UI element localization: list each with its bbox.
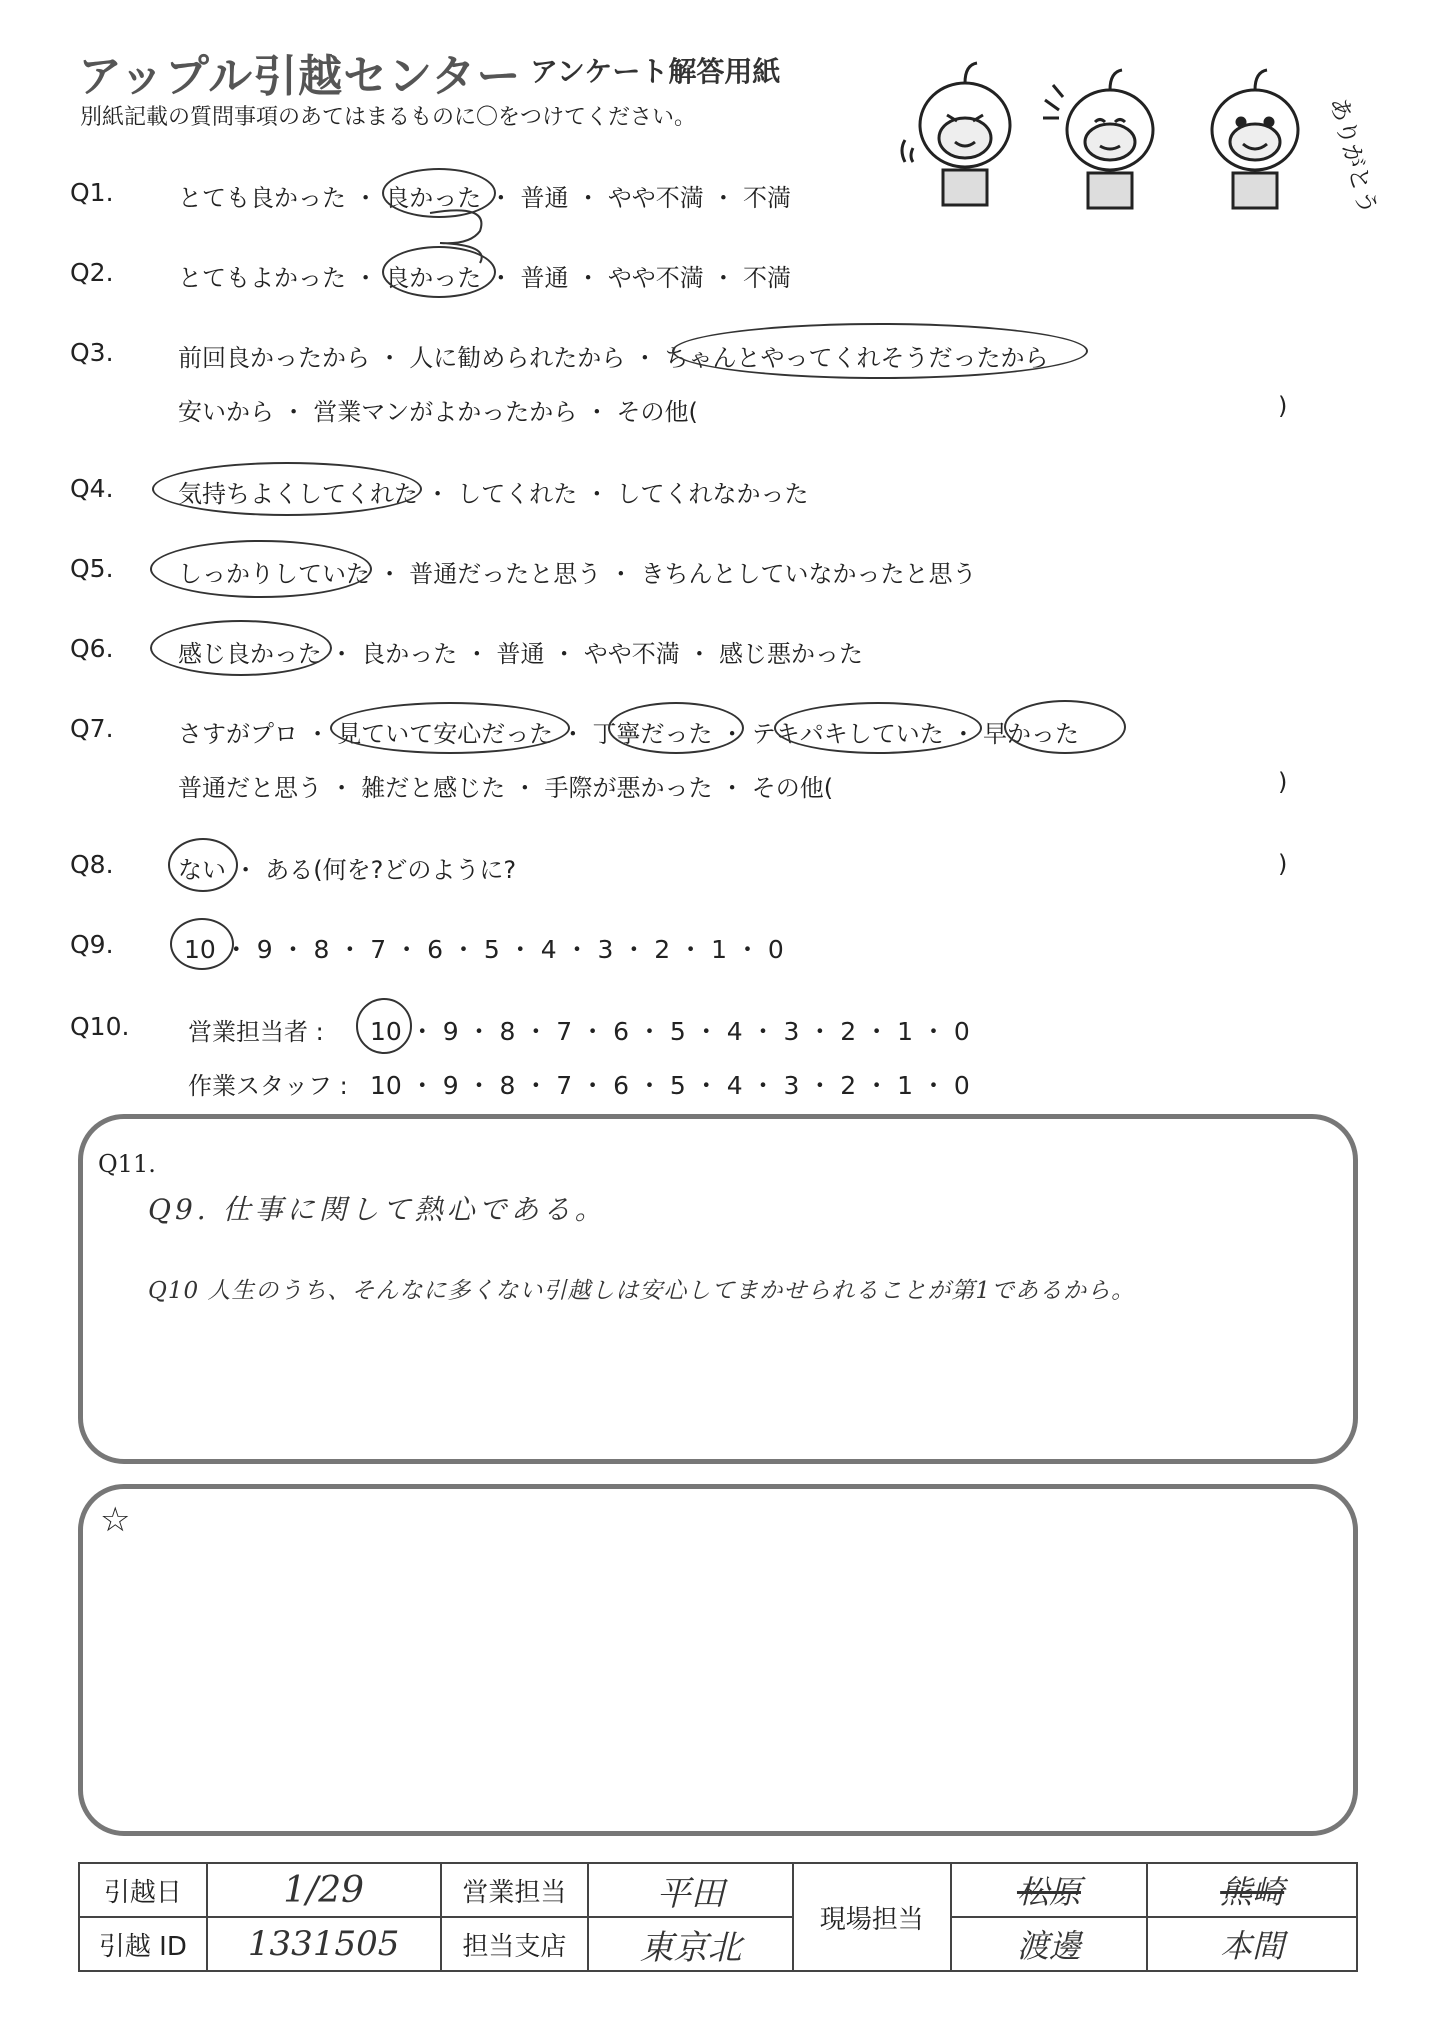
q10-sales-label: 営業担当者 : xyxy=(188,1018,324,1046)
q8-close-paren: ) xyxy=(1278,850,1288,878)
move-id-value: 1331505 xyxy=(207,1917,441,1971)
q11-label: Q11. xyxy=(98,1150,156,1178)
q8-label: Q8. xyxy=(70,850,114,879)
q3-options-line1: 前回良かったから ・ 人に勧められたから ・ ちゃんとやってくれそうだったから xyxy=(178,344,1049,372)
site-staff-3: 渡邊 xyxy=(951,1917,1148,1971)
q2-options: とてもよかった ・ 良かった ・ 普通 ・ やや不満 ・ 不満 xyxy=(178,264,792,292)
q7-options-line2: 普通だと思う ・ 雑だと感じた ・ 手際が悪かった ・ その他( xyxy=(178,774,834,802)
company-title: アップル引越センター xyxy=(78,51,522,102)
branch-value: 東京北 xyxy=(588,1917,793,1971)
q7-close-paren: ) xyxy=(1278,768,1288,796)
q7-answer-circle-1 xyxy=(330,702,570,754)
q6-options: 感じ良かった ・ 良かった ・ 普通 ・ やや不満 ・ 感じ悪かった xyxy=(178,640,864,668)
q7-label: Q7. xyxy=(70,714,114,743)
q10-label: Q10. xyxy=(70,1012,130,1041)
q3-answer-circle xyxy=(672,323,1088,379)
q7-answer-circle-3 xyxy=(774,702,982,754)
q9-answer-circle xyxy=(170,918,234,970)
site-staff-4: 本間 xyxy=(1147,1917,1357,1971)
site-staff-1-struck: 松原 xyxy=(951,1863,1148,1917)
q11-answer-line2: Q10 人生のうち、そんなに多くない引越しは安心してまかせられることが第1であるから。 xyxy=(148,1278,1136,1304)
ditto-mark-icon xyxy=(420,205,510,265)
q4-answer-circle xyxy=(152,462,422,516)
q3-label: Q3. xyxy=(70,338,114,367)
q8-answer-circle xyxy=(168,838,238,892)
q8-options: ない ・ ある(何を?どのように? xyxy=(178,856,517,884)
q3-options-line2: 安いから ・ 営業マンがよかったから ・ その他( xyxy=(178,398,698,426)
q7-answer-circle-4 xyxy=(1004,700,1126,754)
q11-answer-line1: Q9. 仕事に関して熱心である。 xyxy=(148,1193,607,1226)
mascot-1-icon xyxy=(902,63,1010,205)
sales-rep-label: 営業担当 xyxy=(441,1863,589,1917)
q7-answer-circle-2 xyxy=(608,702,744,754)
star-icon: ☆ xyxy=(100,1500,131,1540)
mascot-3-icon xyxy=(1212,70,1298,208)
q4-options: 気持ちよくしてくれた ・ してくれた ・ してくれなかった xyxy=(178,480,809,508)
site-staff-label: 現場担当 xyxy=(793,1863,951,1971)
q10-staff-label: 作業スタッフ : xyxy=(188,1072,348,1100)
mascot-2-icon xyxy=(1043,70,1153,208)
form-title: アンケート解答用紙 xyxy=(530,55,781,88)
q10-sales-scale: 10 ・ 9 ・ 8 ・ 7 ・ 6 ・ 5 ・ 4 ・ 3 ・ 2 ・ 1 ・ 0 xyxy=(370,1017,970,1046)
move-date-value: 1/29 xyxy=(207,1863,441,1917)
q6-label: Q6. xyxy=(70,634,114,663)
move-id-label: 引越 ID xyxy=(79,1917,207,1971)
mascot-caption: ありがとう xyxy=(1324,94,1383,218)
sales-rep-value: 平田 xyxy=(588,1863,793,1917)
q6-answer-circle xyxy=(150,620,332,676)
branch-label: 担当支店 xyxy=(441,1917,589,1971)
q3-close-paren: ) xyxy=(1278,392,1288,420)
q10-answer-circle xyxy=(356,998,412,1054)
q1-label: Q1. xyxy=(70,178,114,207)
q1-options: とても良かった ・ 良かった ・ 普通 ・ やや不満 ・ 不満 xyxy=(178,184,792,212)
move-date-label: 引越日 xyxy=(79,1863,207,1917)
q9-label: Q9. xyxy=(70,930,114,959)
q9-scale: 10 ・ 9 ・ 8 ・ 7 ・ 6 ・ 5 ・ 4 ・ 3 ・ 2 ・ 1 ・ 0 xyxy=(184,935,784,964)
free-comment-box xyxy=(78,1484,1358,1836)
q5-answer-circle xyxy=(150,540,372,598)
instruction-text: 別紙記載の質問事項のあてはまるものに〇をつけてください。 xyxy=(80,105,697,130)
q5-label: Q5. xyxy=(70,554,114,583)
mascot-illustration xyxy=(885,30,1383,220)
q7-options-line1: さすがプロ ・ 見ていて安心だった ・ 丁寧だった ・ テキパキしていた ・ 早かった xyxy=(178,720,1080,748)
q2-label: Q2. xyxy=(70,258,114,287)
q5-options: しっかりしていた ・ 普通だったと思う ・ きちんとしていなかったと思う xyxy=(178,560,977,588)
q4-label: Q4. xyxy=(70,474,114,503)
site-staff-2-struck: 熊崎 xyxy=(1147,1863,1357,1917)
q10-staff-scale: 10 ・ 9 ・ 8 ・ 7 ・ 6 ・ 5 ・ 4 ・ 3 ・ 2 ・ 1 ・ 0 xyxy=(370,1071,970,1100)
info-table xyxy=(78,1862,1358,1972)
